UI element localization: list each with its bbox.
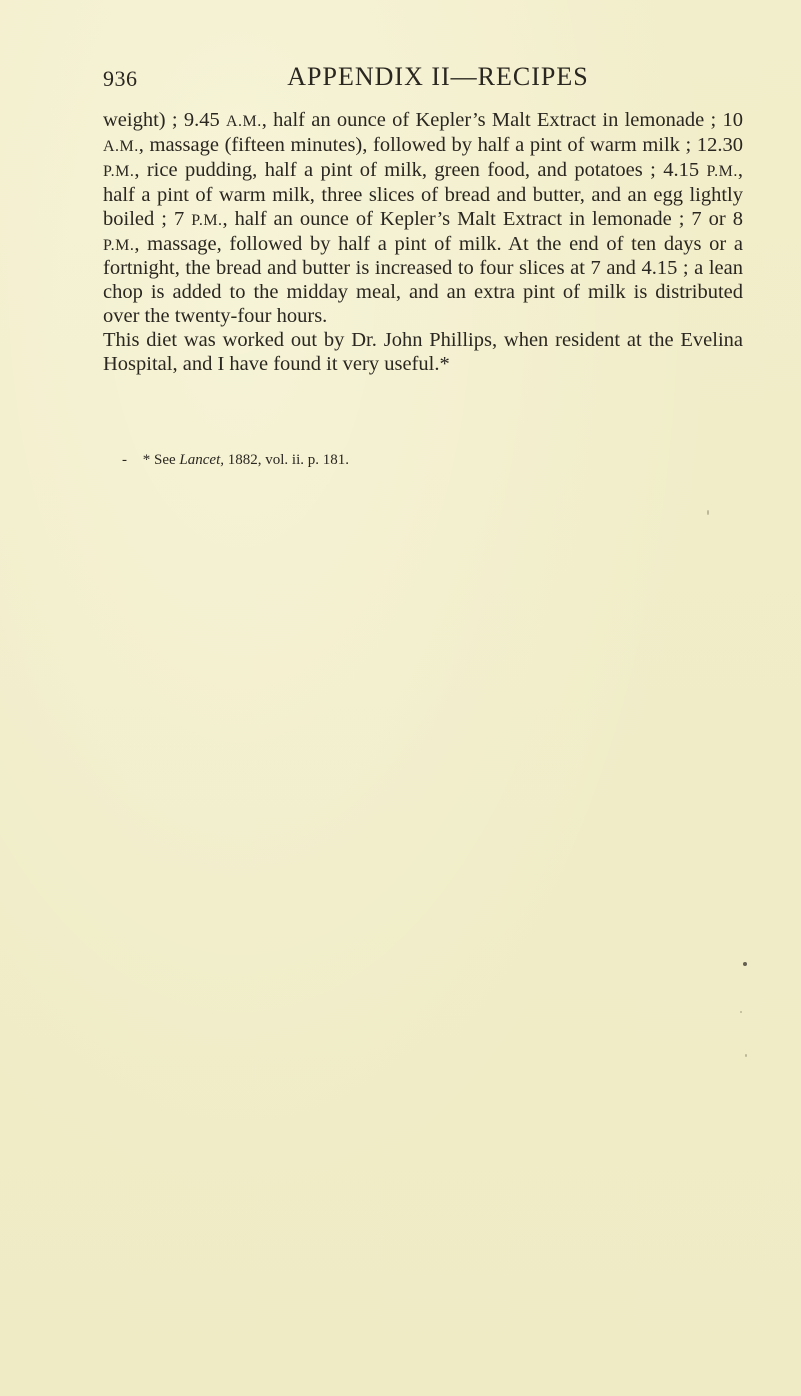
running-title: APPENDIX II—RECIPES (287, 62, 589, 91)
paper-speck (707, 510, 709, 515)
paper-speck (743, 962, 747, 966)
footnote (122, 451, 349, 469)
footnote-suffix: 1882, vol. ii. p. 181. (227, 452, 350, 468)
footnote-source: Lancet, (179, 452, 224, 468)
running-head (103, 62, 743, 96)
paragraph-diet-origin: This diet was worked out by Dr. John Phillips, when resident at the Evelina Hospital, and I have found it very useful.* (103, 329, 743, 376)
page-number: 936 (103, 66, 138, 91)
paper-speck (740, 1011, 742, 1013)
footnote-marker: - (122, 452, 127, 468)
paragraph-diet-schedule: weight) ; 9.45 A.M., half an ounce of Kepler’s Malt Extract in lemonade ; 10 A.M., massage (fifteen minutes), followed by half a pint of warm milk ; 12.30 P.M., rice pudding, half a pint of milk, green food, and potatoes ; 4.15 P.M., half a pint of warm milk, three slices of bread and butter, and an egg lightly boiled ; 7 P.M., half an ounce of Kepler’s Malt Extract in lemonade ; 7 or 8 P.M., massage, followed by half a pint of milk. At the end of ten days or a fortnight, the bread and butter is increased to four slices at 7 and 4.15 ; a lean chop is added to the midday meal, and an extra pint of milk is distributed over the twenty-four hours. (103, 109, 743, 328)
body-text (103, 109, 743, 377)
paper-speck (745, 1054, 747, 1057)
footnote-prefix: * See (142, 452, 176, 468)
